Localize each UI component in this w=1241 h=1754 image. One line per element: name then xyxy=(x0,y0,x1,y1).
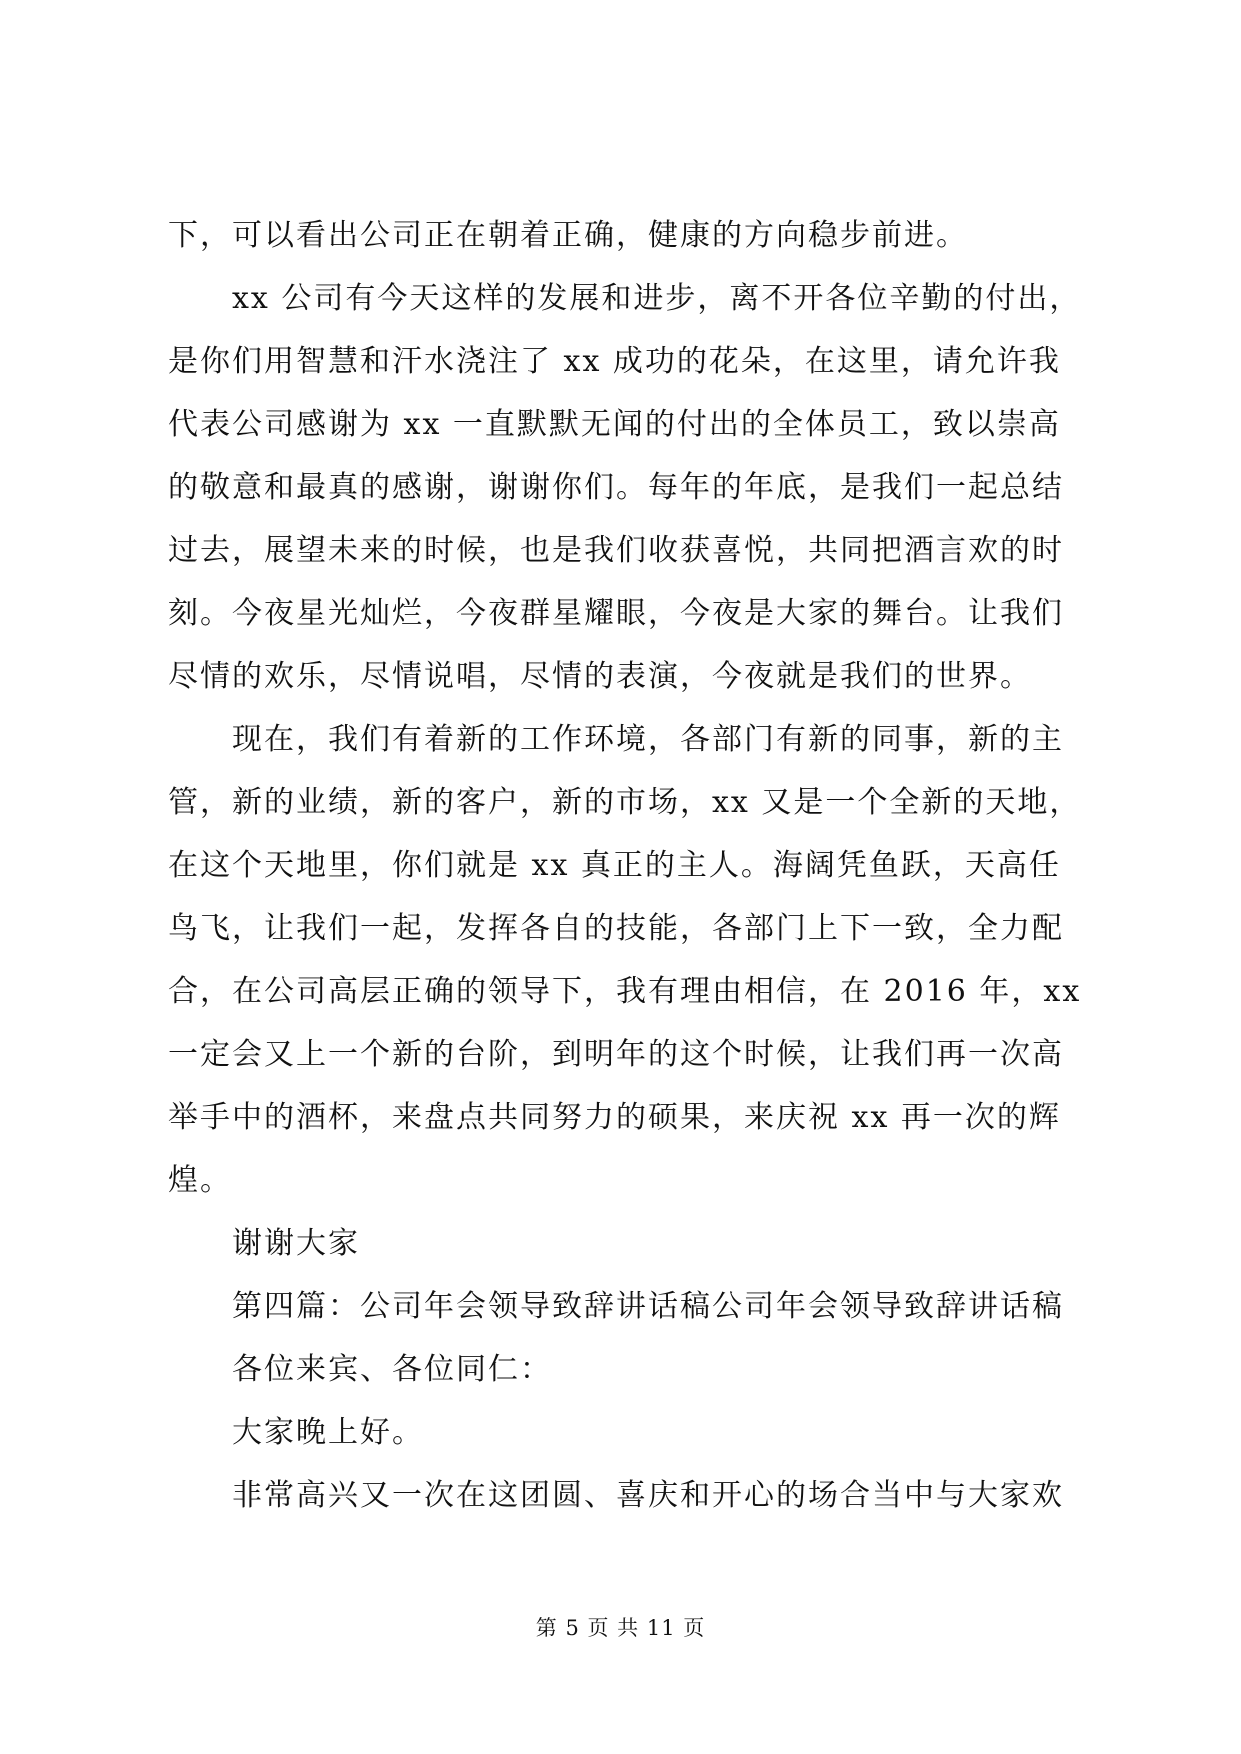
text-line: xx 公司有今天这样的发展和进步，离不开各位辛勤的付出， xyxy=(232,281,1082,316)
text-line: 是你们用智慧和汗水浇注了 xx 成功的花朵，在这里，请允许我 xyxy=(168,344,1061,379)
text-line: 鸟飞，让我们一起，发挥各自的技能，各部门上下一致，全力配 xyxy=(168,911,1064,946)
document-body xyxy=(168,204,1088,1527)
text-line: 煌。 xyxy=(168,1163,232,1198)
text-line: 合，在公司高层正确的领导下，我有理由相信，在 2016 年，xx xyxy=(168,974,1082,1009)
salutation: 各位来宾、各位同仁： xyxy=(232,1352,552,1387)
text-line: 非常高兴又一次在这团圆、喜庆和开心的场合当中与大家欢 xyxy=(232,1478,1064,1513)
closing-line: 谢谢大家 xyxy=(232,1226,360,1261)
text-line: 下，可以看出公司正在朝着正确，健康的方向稳步前进。 xyxy=(168,218,968,253)
text-line: 代表公司感谢为 xx 一直默默无闻的付出的全体员工，致以崇高 xyxy=(168,407,1061,442)
text-line: 一定会又上一个新的台阶，到明年的这个时候，让我们再一次高 xyxy=(168,1037,1064,1072)
text-line: 现在，我们有着新的工作环境，各部门有新的同事，新的主 xyxy=(232,722,1064,757)
text-line: 的敬意和最真的感谢，谢谢你们。每年的年底，是我们一起总结 xyxy=(168,470,1064,505)
page-number: 第 5 页 共 11 页 xyxy=(535,1616,706,1640)
text-line: 尽情的欢乐，尽情说唱，尽情的表演，今夜就是我们的世界。 xyxy=(168,659,1032,694)
text-line: 举手中的酒杯，来盘点共同努力的硕果，来庆祝 xx 再一次的辉 xyxy=(168,1100,1061,1135)
text-line: 管，新的业绩，新的客户，新的市场，xx 又是一个全新的天地， xyxy=(168,785,1082,820)
section-heading: 第四篇：公司年会领导致辞讲话稿公司年会领导致辞讲话稿 xyxy=(232,1289,1064,1324)
text-line: 在这个天地里，你们就是 xx 真正的主人。海阔凭鱼跃，天高任 xyxy=(168,848,1061,883)
text-line: 过去，展望未来的时候，也是我们收获喜悦，共同把酒言欢的时 xyxy=(168,533,1064,568)
text-line: 刻。今夜星光灿烂，今夜群星耀眼，今夜是大家的舞台。让我们 xyxy=(168,596,1064,631)
greeting: 大家晚上好。 xyxy=(232,1415,424,1450)
